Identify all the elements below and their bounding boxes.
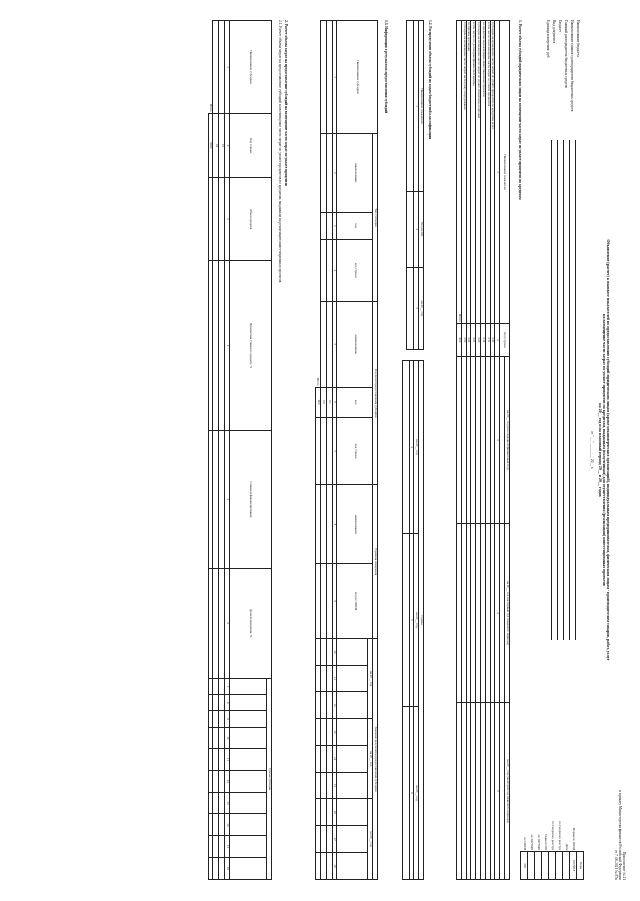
code-label: Форма по ОКУД bbox=[571, 827, 576, 851]
col-header: Результат предоставления субсидии bbox=[373, 301, 378, 485]
codes-header: Коды bbox=[577, 852, 584, 880]
col-number: 4 bbox=[495, 523, 500, 702]
col-header: Сумма субсидии bbox=[267, 678, 272, 879]
table-row: 02 bbox=[320, 21, 326, 880]
code-value: 0505618 bbox=[570, 852, 577, 880]
code-value bbox=[549, 852, 556, 880]
col-header: Объем кредита bbox=[230, 178, 272, 261]
header-field: Вид документа bbox=[550, 20, 556, 640]
header-fields bbox=[544, 20, 580, 640]
table-row-total: Итого 900 bbox=[315, 21, 320, 880]
col-header: Сумма bbox=[419, 361, 424, 880]
table-row: в том числе: по договорам финансовой аренды 021 bbox=[471, 21, 476, 880]
table-row: Субсидии на возмещение части затрат по уплате лизинговых платежей 020 bbox=[476, 21, 481, 880]
approval-line-1: Приложение № 21 bbox=[622, 851, 626, 880]
section1-table bbox=[456, 20, 510, 880]
section2-table: Наименование субсидии Код строки Объем кредита Процентная ставка по кредиту, % Ставка рефинансирования Доля возмещения, % Сумма субсидии 1 2 3 4 5 6 7 8 9 10 11 12 13 14 15 16 01 02 Итого 9000 bbox=[208, 20, 272, 880]
col-header: на 20__ год (на второй год планового периода) bbox=[505, 702, 510, 879]
codes-box bbox=[520, 790, 584, 880]
col-header: на 20__ год (на первый год планового периода) bbox=[505, 523, 510, 702]
col-header: Процентная ставка по кредиту, % bbox=[230, 260, 272, 431]
section13-title: 1.3. Информация о результатах предоставления субсидий bbox=[384, 20, 388, 114]
approval-line-2: к приказу Министерства финансов Российской Федерации bbox=[617, 790, 622, 880]
title-line-3: на 20__ год и на плановый период 20__ и 20__ годов bbox=[597, 403, 603, 497]
col-header: Единица измерения bbox=[373, 485, 378, 639]
table-row: Субсидии на возмещение части затрат по уплате процентов по кредитам, всего 010 bbox=[490, 21, 495, 880]
table-row bbox=[402, 361, 409, 880]
col-header: Наименование показателя bbox=[419, 21, 424, 192]
section12-sum-table: Сумма на 20__ год на 20__ год на 20__ год 4 5 6 bbox=[402, 360, 424, 880]
table-row: 02 bbox=[213, 21, 219, 880]
col-header: Доля возмещения, % bbox=[230, 568, 272, 678]
header-field: Наименование бюджета bbox=[574, 20, 580, 640]
col-header: Наименование субсидии bbox=[337, 21, 378, 134]
code-value bbox=[535, 852, 542, 880]
col-number: 5 bbox=[495, 702, 500, 879]
section1-title: 1. Расчет объема субсидий юридическим лицам на возмещение части затрат по уплате процентов по кредитам bbox=[518, 20, 522, 200]
code-label: по ОКЕИ bbox=[522, 837, 527, 851]
code-value bbox=[542, 852, 549, 880]
section12-table: Наименование показателя Код по БК на 20__ год 1 2 3 bbox=[406, 20, 424, 350]
col-header: Код строки bbox=[230, 114, 272, 178]
table-row: по кредитам на реализацию инвестиционных проектов 012 bbox=[481, 21, 486, 880]
header-field: Наименование главного распорядителя бюджетных средств bbox=[568, 20, 574, 640]
col-number: 3 bbox=[495, 357, 500, 524]
code-value: 383 bbox=[521, 852, 528, 880]
col-header: Значение результатов предоставления субсидии bbox=[373, 639, 378, 880]
approval-block bbox=[613, 700, 626, 880]
approval-line-3: от 7 .06.2021 № 87н bbox=[613, 849, 618, 880]
code-value bbox=[563, 852, 570, 880]
section2-title: 2. Расчет объема затрат на предоставление субсидий на возмещение части затрат по уплате процентов bbox=[284, 20, 288, 187]
header-field: Главный распорядитель бюджетных средств bbox=[562, 20, 568, 640]
code-label: по ОКТМО bbox=[536, 834, 541, 851]
section13-table: Наименование субсидии Тип субсидии Результат предоставления субсидии Единица измерения Значение результатов предоставления субсидии наименование код код строки наименование код код строки наименование код по ОКЕИ на 20__ год на 20__ год на 20__ год 1 2 3 4 5 6 7 8 9 10 11 12 13 14 15 16 17 18 01 02 Итого 900 bbox=[315, 20, 378, 880]
header-field: Единица измерения: руб bbox=[546, 20, 550, 58]
table-row: 01 bbox=[219, 21, 225, 880]
title-line-2: на возмещение части затрат по уплате процентов по кредитам, выданным (полученным) для осуществления (реализации) инвестиционных проектов bbox=[601, 314, 607, 586]
col-number: 2 bbox=[495, 324, 500, 357]
header-field: Бюджет bbox=[556, 20, 562, 640]
col-header: Наименование субсидии bbox=[230, 21, 272, 114]
code-label: Дата bbox=[564, 843, 569, 851]
code-value bbox=[528, 852, 535, 880]
section12-title: 1.2. Распределение объема субсидий по кодам бюджетной классификации bbox=[428, 20, 432, 140]
code-label: по ОКТМО bbox=[529, 834, 534, 851]
table-row: Итого 900 bbox=[457, 21, 462, 880]
table-row bbox=[407, 21, 414, 350]
table-row: Субсидии на возмещение части затрат на покупку оборудования 030 bbox=[461, 21, 466, 880]
col-header: Тип субсидии bbox=[373, 134, 378, 302]
col-header: Код по БК bbox=[419, 192, 424, 268]
col-header: Наименование показателя bbox=[500, 21, 510, 324]
code-label: Глава по БК bbox=[543, 833, 548, 851]
col-header: на 20__ год bbox=[419, 267, 424, 349]
table-row-total: Итого 9000 bbox=[208, 21, 213, 880]
document-date: от " __" ________ 20__ г. bbox=[590, 431, 594, 469]
col-header: Код строки bbox=[500, 324, 510, 357]
table-row: по прочим договорам 022 bbox=[466, 21, 471, 880]
table-row: 01 bbox=[326, 21, 332, 880]
code-value bbox=[556, 852, 563, 880]
title-line-1: Объявление (расчет) к выплате показателей по предоставлению субсидий юридическим лицам (кроме некоммерческих организаций), индивидуальным предпринимателям, физическим лицам - производителям товаров, работ, услуг bbox=[606, 239, 611, 661]
document-title bbox=[597, 20, 610, 880]
code-label: по Сводному реестру bbox=[550, 821, 555, 851]
col-header: Ставка рефинансирования bbox=[230, 431, 272, 568]
code-label: по Сводному реестру bbox=[557, 821, 562, 851]
section2-subtitle: 2.1. Расчет объема затрат на предоставление субсидий на возмещение части затрат по уплате процентов по кредитам, выданным на реализацию инвестиционных проектов bbox=[278, 20, 282, 283]
col-number: 1 bbox=[495, 21, 500, 324]
col-header: на 20__ год (на очередной финансовый год) bbox=[505, 357, 510, 524]
table-row: в том числе: на возмещение части затрат по уплате процентов 011 bbox=[485, 21, 490, 880]
